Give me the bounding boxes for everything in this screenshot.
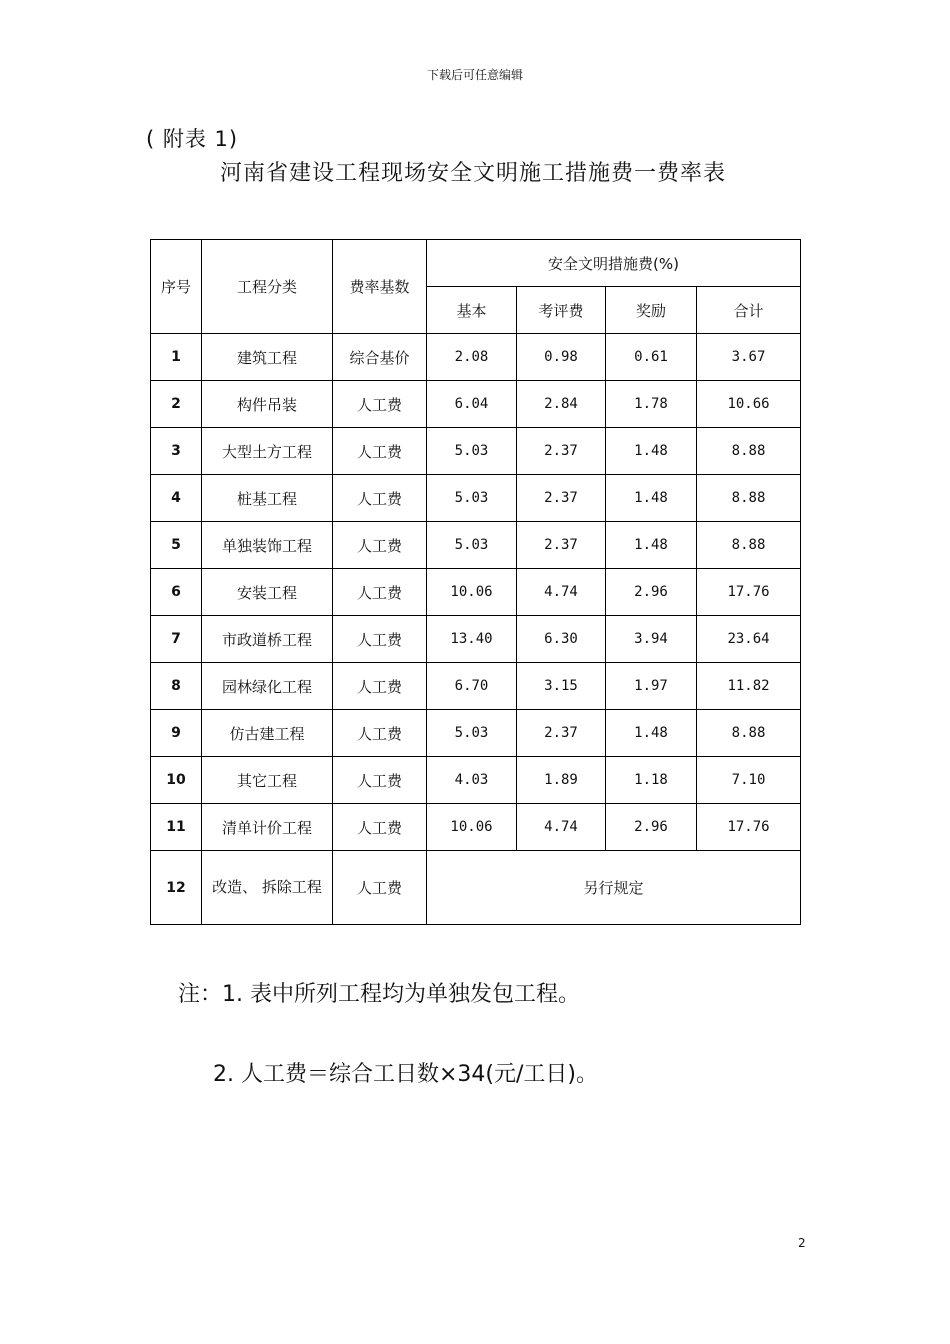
row-eval: 2.37 [517,710,606,757]
row-eval: 3.15 [517,663,606,710]
row-category: 仿古建工程 [202,710,333,757]
header-eval: 考评费 [517,287,606,334]
row-basic: 5.03 [427,522,517,569]
row-index: 5 [151,522,202,569]
row-base: 人工费 [333,428,427,475]
row-category: 大型土方工程 [202,428,333,475]
attachment-label: ( 附表 1) [146,127,239,151]
row-reward: 2.96 [606,569,697,616]
table-row [151,475,801,522]
row-reward: 1.48 [606,475,697,522]
row-basic: 5.03 [427,428,517,475]
row-base: 人工费 [333,381,427,428]
row-basic: 2.08 [427,334,517,381]
row-total: 7.10 [697,757,801,804]
row-total: 17.76 [697,569,801,616]
row-basic: 5.03 [427,710,517,757]
row-index: 9 [151,710,202,757]
row-basic: 6.04 [427,381,517,428]
page-number: 2 [798,1236,806,1250]
header-base: 费率基数 [333,240,427,334]
row-basic: 6.70 [427,663,517,710]
row-category: 安装工程 [202,569,333,616]
row-eval: 6.30 [517,616,606,663]
row-index: 3 [151,428,202,475]
row-eval: 2.84 [517,381,606,428]
row-basic: 4.03 [427,757,517,804]
row-index: 8 [151,663,202,710]
row-total: 10.66 [697,381,801,428]
row-base: 人工费 [333,616,427,663]
row-base: 人工费 [333,851,427,925]
header-total: 合计 [697,287,801,334]
row-category-text: 改造、 拆除工程 [212,878,322,896]
row-base: 人工费 [333,757,427,804]
row-total: 17.76 [697,804,801,851]
row-base: 人工费 [333,522,427,569]
row-index: 2 [151,381,202,428]
row-category [202,851,333,925]
header-group: 安全文明措施费(%) [427,240,801,287]
row-reward: 3.94 [606,616,697,663]
row-base: 人工费 [333,475,427,522]
row-reward: 1.18 [606,757,697,804]
row-eval: 1.89 [517,757,606,804]
row-total: 3.67 [697,334,801,381]
table-row [151,522,801,569]
row-total: 11.82 [697,663,801,710]
row-category: 市政道桥工程 [202,616,333,663]
row-base: 人工费 [333,710,427,757]
row-total: 8.88 [697,428,801,475]
row-category: 桩基工程 [202,475,333,522]
row-eval: 2.37 [517,428,606,475]
row-base: 人工费 [333,804,427,851]
row-total: 8.88 [697,475,801,522]
row-index: 4 [151,475,202,522]
row-index: 10 [151,757,202,804]
header-index: 序号 [151,240,202,334]
row-eval: 0.98 [517,334,606,381]
row-category: 建筑工程 [202,334,333,381]
note-1: 注：1. 表中所列工程均为单独发包工程。 [178,982,580,1007]
row-note: 另行规定 [427,851,801,925]
note-2: 2. 人工费＝综合工日数×34(元/工日)。 [213,1062,598,1087]
page-header: 下载后可任意编辑 [426,68,523,82]
table-row [151,616,801,663]
row-basic: 10.06 [427,569,517,616]
row-base: 人工费 [333,569,427,616]
row-total: 8.88 [697,710,801,757]
row-index: 1 [151,334,202,381]
table-row [151,569,801,616]
row-category: 构件吊装 [202,381,333,428]
row-total: 23.64 [697,616,801,663]
document-title: 河南省建设工程现场安全文明施工措施费一费率表 [220,161,727,186]
row-eval: 2.37 [517,475,606,522]
table-row [151,334,801,381]
header-basic: 基本 [427,287,517,334]
row-base: 人工费 [333,663,427,710]
row-index: 11 [151,804,202,851]
header-category: 工程分类 [202,240,333,334]
row-eval: 4.74 [517,569,606,616]
table-row [151,804,801,851]
row-reward: 1.48 [606,522,697,569]
row-index: 6 [151,569,202,616]
table-row [151,381,801,428]
row-reward: 1.48 [606,710,697,757]
row-index: 12 [151,851,202,925]
row-category: 单独装饰工程 [202,522,333,569]
table-row [151,710,801,757]
row-reward: 1.78 [606,381,697,428]
row-eval: 2.37 [517,522,606,569]
fee-rate-table [150,239,801,925]
row-index: 7 [151,616,202,663]
header-reward: 奖励 [606,287,697,334]
table-row [151,851,801,925]
row-category: 其它工程 [202,757,333,804]
table-row [151,428,801,475]
row-reward: 0.61 [606,334,697,381]
table-row [151,757,801,804]
row-category: 清单计价工程 [202,804,333,851]
row-basic: 10.06 [427,804,517,851]
row-eval: 4.74 [517,804,606,851]
row-total: 8.88 [697,522,801,569]
row-basic: 13.40 [427,616,517,663]
row-basic: 5.03 [427,475,517,522]
row-category: 园林绿化工程 [202,663,333,710]
row-reward: 1.97 [606,663,697,710]
row-base: 综合基价 [333,334,427,381]
table-row [151,663,801,710]
row-reward: 1.48 [606,428,697,475]
row-reward: 2.96 [606,804,697,851]
